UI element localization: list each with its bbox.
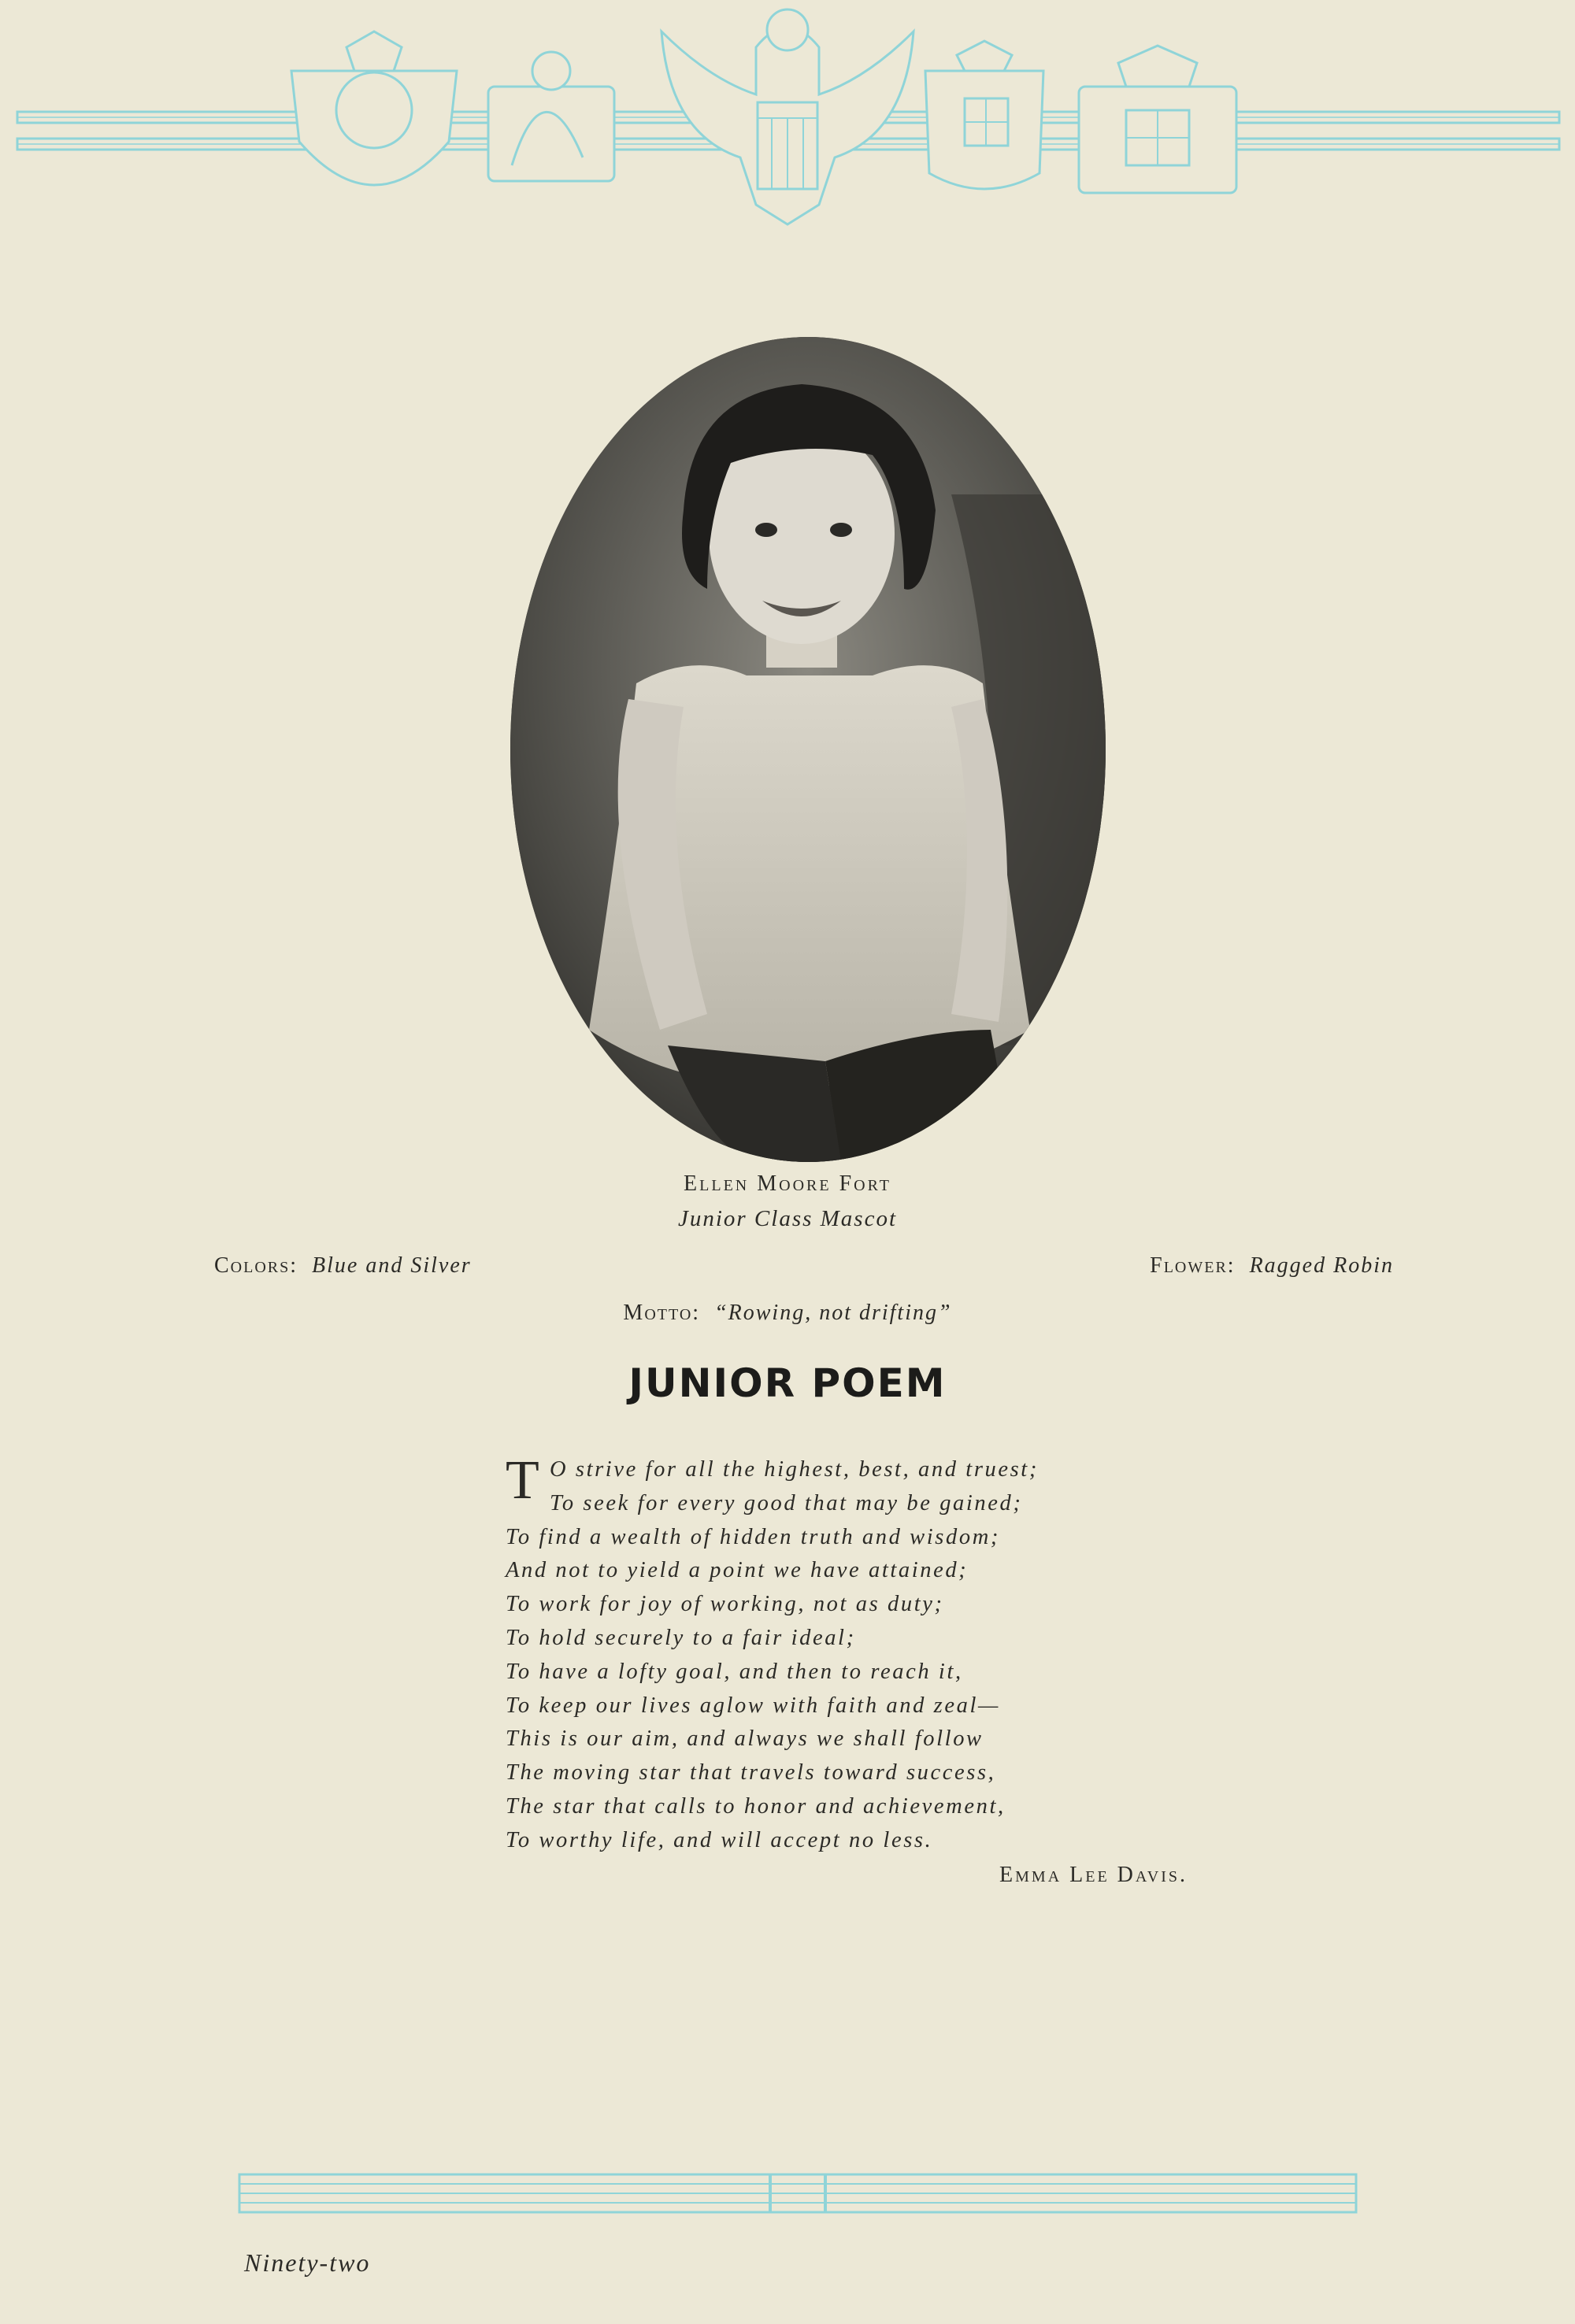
poem-body xyxy=(506,1450,1151,1858)
colors-label: Colors: xyxy=(214,1253,298,1278)
poem-title: JUNIOR POEM xyxy=(628,1360,947,1406)
motto-value: “Rowing, not drifting” xyxy=(714,1301,952,1325)
class-colors xyxy=(214,1253,472,1279)
decorative-band-icon xyxy=(238,2171,1358,2215)
poem-line: To hold securely to a fair ideal; xyxy=(506,1625,856,1650)
poem-author: Emma Lee Davis. xyxy=(999,1863,1188,1887)
flower-label: Flower: xyxy=(1150,1253,1236,1278)
poem-line: To keep our lives aglow with faith and zeal— xyxy=(506,1693,1000,1718)
poem-line: And not to yield a point we have attained; xyxy=(506,1558,969,1583)
class-flower xyxy=(1150,1253,1394,1279)
poem-line: This is our aim, and always we shall follow xyxy=(506,1726,984,1752)
poem-line: O strive for all the highest, best, and truest; xyxy=(550,1457,1039,1482)
poem-line: The moving star that travels toward success, xyxy=(506,1760,996,1786)
poem-line: To find a wealth of hidden truth and wisdom; xyxy=(506,1524,1000,1549)
poem-drop-cap: T xyxy=(506,1450,539,1511)
motto-label: Motto: xyxy=(623,1301,701,1325)
poem-line: To worthy life, and will accept no less. xyxy=(506,1827,933,1852)
poem-line: To seek for every good that may be gained; xyxy=(550,1490,1023,1515)
poem-line: To have a lofty goal, and then to reach it, xyxy=(506,1659,963,1684)
mascot-role: Junior Class Mascot xyxy=(677,1206,898,1231)
mascot-portrait xyxy=(510,337,1106,1162)
heraldic-crests-banner-icon xyxy=(0,0,1575,236)
poem-line: The star that calls to honor and achievement, xyxy=(506,1793,1006,1819)
flower-value: Ragged Robin xyxy=(1249,1253,1394,1278)
mascot-name: Ellen Moore Fort xyxy=(684,1171,891,1196)
class-motto xyxy=(0,1301,1575,1326)
poem-line: To work for joy of working, not as duty; xyxy=(506,1592,944,1617)
page-number: Ninety-two xyxy=(244,2248,371,2277)
colors-value: Blue and Silver xyxy=(312,1253,472,1278)
